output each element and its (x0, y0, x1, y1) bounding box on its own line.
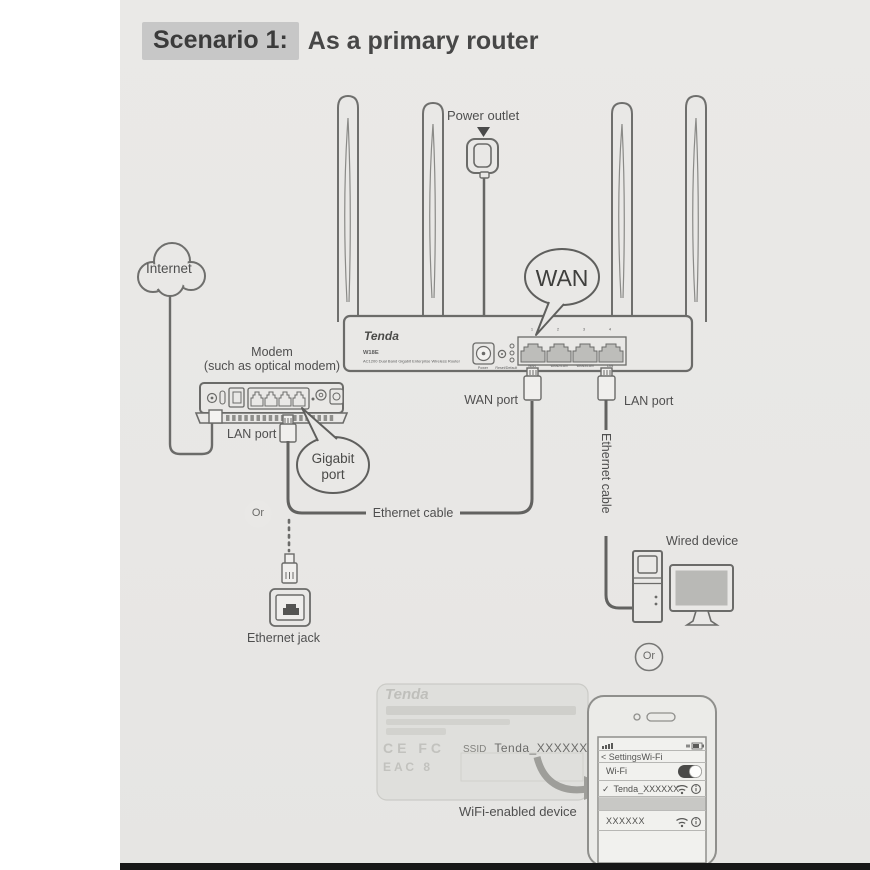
wan-bubble-label: WAN (535, 265, 589, 291)
ethernet-cable-label-horizontal: Ethernet cable (372, 506, 454, 520)
desktop-tower-icon (633, 551, 662, 622)
sticker-cert-marks: ЕАС 8 (383, 760, 434, 774)
wifi-toggle (678, 765, 702, 778)
router-brand-logo: Tenda (364, 329, 399, 343)
sticker-text-bar (386, 728, 446, 735)
wan-port-label: WAN port (464, 393, 518, 407)
checkmark-icon: ✓ (602, 784, 610, 794)
page-title-text: As a primary router (307, 26, 539, 55)
router-power-label: Power (477, 366, 489, 371)
smartphone-icon (588, 696, 716, 866)
or-label-1: Or (251, 507, 265, 519)
router-port-label: WAN2/LAN (550, 364, 568, 368)
router-port-number: 1 (530, 327, 534, 332)
modem-label (187, 345, 357, 374)
router-port-number: 2 (556, 327, 560, 332)
router-port-block (518, 337, 626, 365)
arrow-down-icon (477, 127, 490, 137)
ssid-label: SSID (463, 744, 487, 755)
ssid-value: Tenda_XXXXXX (494, 741, 588, 755)
router-reset-label: Reset/Default (495, 366, 518, 371)
ethernet-cable-right-up (460, 401, 532, 513)
ethernet-cable-down-2 (606, 536, 632, 608)
router-port-number: 4 (608, 327, 612, 332)
ethernet-jack-icon (270, 589, 310, 626)
gigabit-port-bubble-label: Gigabit port (311, 451, 355, 482)
modem-label-line2: (such as optical modem) (203, 359, 341, 374)
wired-device-label: Wired device (666, 534, 739, 548)
phone-nav-title: Wi-Fi (641, 752, 663, 762)
sticker-text-bar (386, 706, 576, 715)
wifi-enabled-device-label: WiFi-enabled device (459, 804, 577, 819)
list-separator-band (599, 797, 705, 810)
router-port-number: 3 (582, 327, 586, 332)
router-port-label: WAN3/LAN (576, 364, 594, 368)
phone-back-button: < Settings (601, 752, 642, 762)
router-port-label: WAN (528, 364, 536, 368)
page-bottom-edge (120, 863, 870, 870)
router-led-indicators (510, 344, 514, 362)
lan-port-label: LAN port (624, 394, 674, 408)
phone-wifi-row-label: Wi-Fi (606, 766, 627, 776)
rj45-plug-icon-modem (280, 415, 296, 442)
ethernet-jack-label: Ethernet jack (247, 631, 320, 645)
router-port-label: LAN (606, 364, 614, 368)
router-antennas-icon (338, 96, 706, 322)
router-reset-button (498, 350, 505, 357)
scenario-badge: Scenario 1: (142, 22, 299, 60)
chevron-left-icon: < (601, 752, 607, 762)
phone-connected-network-row (602, 784, 679, 795)
or-label-2: Or (642, 650, 656, 662)
rj45-plug-icon-wan (524, 368, 541, 400)
internet-label: Internet (146, 261, 192, 276)
ethernet-cable-label-vertical: Ethernet cable (599, 433, 613, 514)
rj45-plug-icon-jack (282, 554, 297, 583)
modem-lan-port-label: LAN port (227, 427, 277, 441)
router-power-port (473, 343, 494, 364)
modem-device (196, 383, 347, 423)
sticker-cert-marks: CE FC (383, 740, 445, 756)
rj45-plug-icon-lan (598, 368, 615, 400)
monitor-icon (670, 565, 733, 625)
router-model-label: W18E (363, 349, 379, 356)
power-outlet-label: Power outlet (447, 108, 520, 123)
power-plug-icon (467, 139, 498, 342)
page-title (142, 22, 538, 60)
phone-other-network-row: XXXXXX (606, 816, 646, 826)
modem-label-line1: Modem (251, 345, 293, 359)
internet-cable (170, 296, 212, 454)
connected-network-name: Tenda_XXXXXX (613, 784, 680, 794)
sticker-ssid-row (463, 741, 588, 755)
sticker-text-bar (386, 719, 510, 725)
sticker-brand-logo: Tenda (385, 686, 429, 703)
router-description-label: AC1200 Dual Band Gigabit Enterprise Wireless Router (363, 359, 460, 364)
